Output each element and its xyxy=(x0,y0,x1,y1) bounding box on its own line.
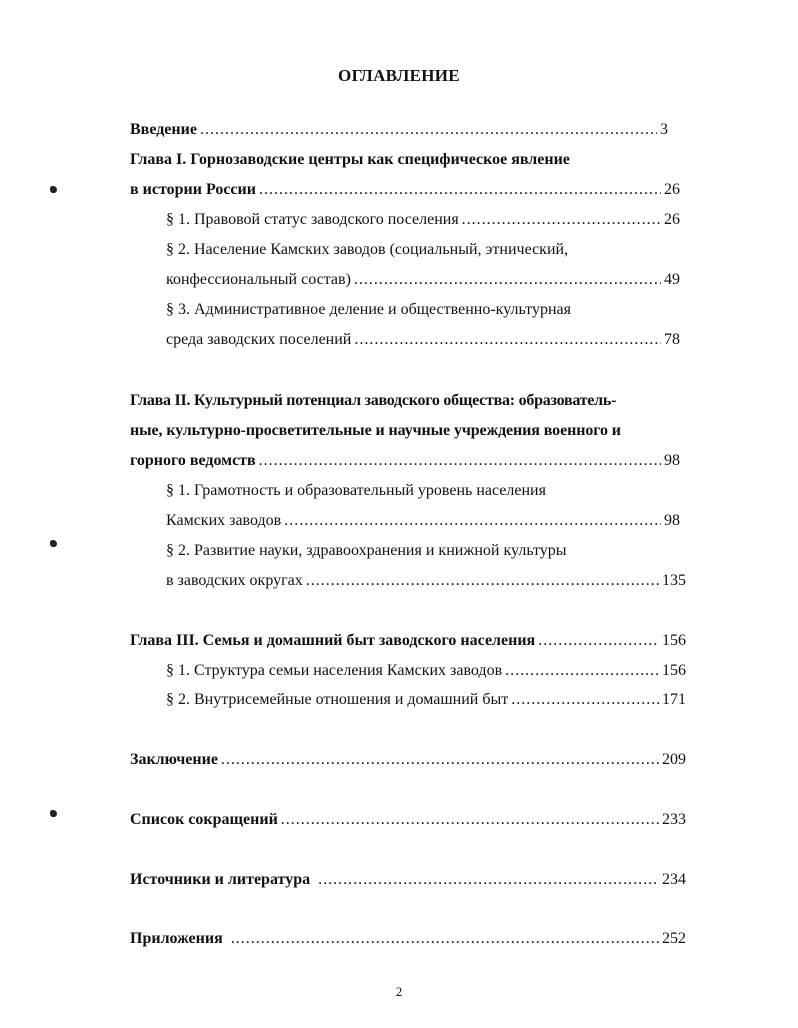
toc-section-2-2-line1[interactable]: § 2. Развитие науки, здравоохранения и книжной культуры xyxy=(166,542,567,559)
toc-entry-label: горного ведомств xyxy=(130,452,256,469)
dot-leader xyxy=(511,690,659,710)
toc-section-3-2[interactable] xyxy=(166,690,686,710)
toc-section-1-3[interactable] xyxy=(166,330,680,350)
toc-chapter-1-line1[interactable]: Глава I. Горнозаводские центры как специфическое явление xyxy=(130,151,570,168)
dot-leader xyxy=(221,750,659,770)
toc-page-number: 156 xyxy=(662,662,686,679)
toc-section-1-2-line1[interactable]: § 2. Население Камских заводов (социальный, этнический, xyxy=(166,241,569,258)
toc-entry-label: Заключение xyxy=(130,751,218,768)
toc-section-1-1[interactable] xyxy=(166,210,680,230)
dot-leader xyxy=(284,511,661,531)
dot-leader xyxy=(281,810,659,830)
toc-entry-intro[interactable] xyxy=(130,120,668,140)
toc-entry-appendices[interactable] xyxy=(130,929,686,949)
toc-chapter-1[interactable] xyxy=(130,180,680,200)
toc-entry-sources[interactable] xyxy=(130,870,686,890)
dot-leader xyxy=(259,180,661,200)
toc-entry-label: Введение xyxy=(130,121,197,138)
toc-page-number: 234 xyxy=(662,871,686,888)
toc-entry-label: в истории России xyxy=(130,181,256,198)
toc-page-number: 98 xyxy=(664,512,680,529)
toc-section-1-2[interactable] xyxy=(166,270,680,290)
toc-entry-label: Приложения xyxy=(130,930,223,947)
toc-page-number: 252 xyxy=(662,930,686,947)
dot-leader xyxy=(318,870,659,890)
toc-page-number: 3 xyxy=(660,121,668,138)
dot-leader xyxy=(306,571,659,591)
toc-entry-label: Источники и литература xyxy=(130,871,311,888)
page-title: ОГЛАВЛЕНИЕ xyxy=(338,66,460,85)
toc-section-2-1-line1[interactable]: § 1. Грамотность и образовательный уровень населения xyxy=(166,482,546,499)
toc-chapter-2-line1[interactable]: Глава II. Культурный потенциал заводского общества: образователь- xyxy=(130,392,617,409)
dot-leader xyxy=(231,929,659,949)
binder-hole-mark xyxy=(50,186,57,193)
toc-entry-label: конфессиональный состав) xyxy=(166,271,351,288)
dot-leader xyxy=(538,631,659,651)
toc-entry-label: § 1. Правовой статус заводского поселения xyxy=(166,211,459,228)
dot-leader xyxy=(259,451,661,471)
toc-entry-label: в заводских округах xyxy=(166,572,303,589)
toc-entry-label: Глава III. Семья и домашний быт заводского населения xyxy=(130,632,536,649)
binder-hole-mark xyxy=(50,810,57,817)
toc-section-2-2[interactable] xyxy=(166,571,686,591)
dot-leader xyxy=(505,661,659,681)
toc-section-2-1[interactable] xyxy=(166,511,680,531)
toc-chapter-2-line2[interactable]: ные, культурно-просветительные и научные учреждения военного и xyxy=(130,422,621,439)
toc-entry-label: среда заводских поселений xyxy=(166,331,352,348)
dot-leader xyxy=(354,330,661,350)
toc-entry-label: Камских заводов xyxy=(166,512,282,529)
toc-entry-label: § 2. Внутрисемейные отношения и домашний быт xyxy=(166,691,509,708)
toc-entry-conclusion[interactable] xyxy=(130,750,686,770)
toc-page-number: 233 xyxy=(662,811,686,828)
toc-entry-abbreviations[interactable] xyxy=(130,810,686,830)
toc-chapter-3[interactable] xyxy=(130,631,686,651)
toc-page-number: 98 xyxy=(664,452,680,469)
toc-entry-label: § 1. Структура семьи населения Камских заводов xyxy=(166,662,503,679)
dot-leader xyxy=(354,270,661,290)
toc-section-1-3-line1[interactable]: § 3. Административное деление и общественно-культурная xyxy=(166,301,571,318)
toc-page-number: 209 xyxy=(662,751,686,768)
toc-entry-label: Список сокращений xyxy=(130,811,278,828)
toc-page-number: 156 xyxy=(662,632,686,649)
dot-leader xyxy=(462,210,661,230)
dot-leader xyxy=(200,120,657,140)
toc-page-number: 26 xyxy=(664,211,680,228)
toc-section-3-1[interactable] xyxy=(166,661,686,681)
toc-page-number: 78 xyxy=(664,331,680,348)
toc-page-number: 135 xyxy=(662,572,686,589)
toc-page-number: 49 xyxy=(664,271,680,288)
toc-page-number: 26 xyxy=(664,181,680,198)
toc-page-number: 171 xyxy=(662,691,686,708)
page-number: 2 xyxy=(395,984,403,999)
binder-hole-mark xyxy=(50,540,57,547)
toc-chapter-2[interactable] xyxy=(130,451,680,471)
